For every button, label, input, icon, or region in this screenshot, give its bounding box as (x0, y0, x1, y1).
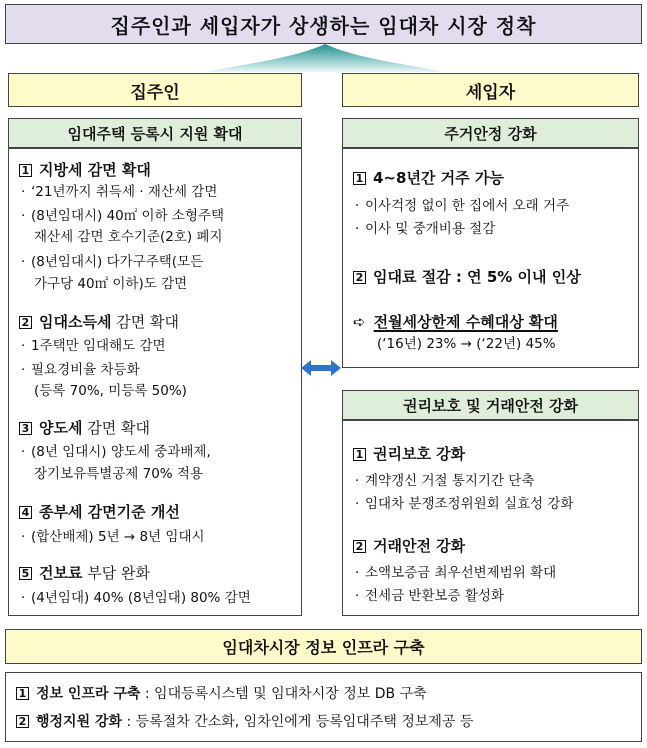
right-bottom-item-1-bullet-1: · 계약갱신 거절 통지기간 단축 (355, 473, 535, 489)
right-bottom-section-title: 권리보호 및 거래안전 강화 (342, 390, 639, 420)
right-bottom-panel (342, 420, 639, 616)
right-top-item-1-head: 1 4~8년간 거주 가능 (353, 167, 504, 188)
arrow-right-icon: ➪ (353, 313, 366, 331)
main-title: 집주인과 세입자가 상생하는 임대차 시장 정착 (5, 4, 642, 44)
bottom-row-2: 2 행정지원 강화 : 등록절차 간소화, 임차인에게 등록임대주택 정보제공 등 (16, 711, 473, 731)
bottom-panel (5, 672, 642, 742)
left-item-2-cont-1: (등록 70%, 미등록 50%) (34, 383, 187, 399)
right-bottom-item-1-head: 1 권리보호 강화 (353, 443, 465, 464)
left-item-1-bullet-1: · ‘21년까지 취득세 · 재산세 감면 (21, 184, 218, 200)
bottom-section-title: 임대차시장 정보 인프라 구축 (5, 629, 642, 664)
right-top-section-title: 주거안정 강화 (342, 118, 639, 148)
left-item-3-cont-1: 장기보유특별공제 70% 적용 (34, 466, 203, 482)
left-item-1-bullet-2: · (8년임대시) 40㎡ 이하 소형주택 (21, 208, 225, 224)
right-bottom-item-1-bullet-2: · 임대차 분쟁조정위원회 실효성 강화 (355, 496, 574, 512)
left-item-2-bullet-2: · 필요경비율 차등화 (21, 362, 140, 378)
right-top-arrow-head: ➪ 전월세상한제 수혜대상 확대 (353, 313, 558, 331)
left-panel (8, 148, 302, 616)
left-item-4-head: 4 종부세 감면기준 개선 (19, 501, 180, 522)
left-item-4-bullet-1: · (합산배제) 5년 → 8년 임대시 (21, 529, 205, 545)
left-item-5-bullet-1: · (4년임대) 40% (8년임대) 80% 감면 (21, 590, 251, 606)
right-top-item-1-bullet-1: · 이사걱정 없이 한 집에서 오래 거주 (355, 198, 570, 214)
left-item-1-cont-1: 재산세 감면 호수기준(2호) 폐지 (34, 229, 223, 245)
right-bottom-item-2-head: 2 거래안전 강화 (353, 535, 465, 556)
landlord-header: 집주인 (8, 73, 302, 107)
left-item-5-head: 5 건보료 부담 완화 (19, 562, 150, 583)
right-top-item-2-head: 2 임대료 절감 : 연 5% 이내 인상 (353, 266, 581, 287)
left-section-title: 임대주택 등록시 지원 확대 (8, 118, 302, 148)
left-item-1-head: 1 지방세 감면 확대 (19, 159, 151, 180)
left-item-2-head: 2 임대소득세 감면 확대 (19, 311, 179, 332)
right-top-arrow-sub: (‘16년) 23% → (‘22년) 45% (377, 336, 556, 352)
title-pointer-shape (205, 44, 445, 72)
tenant-header: 세입자 (342, 73, 639, 107)
right-top-panel (342, 148, 639, 368)
left-item-1-cont-2: 가구당 40㎡ 이하)도 감면 (34, 276, 188, 292)
left-item-1-bullet-3: · (8년임대시) 다가구주택(모든 (21, 254, 204, 270)
right-bottom-item-2-bullet-1: · 소액보증금 최우선변제범위 확대 (355, 565, 557, 581)
bottom-row-1: 1 정보 인프라 구축 : 임대등록시스템 및 임대차시장 정보 DB 구축 (16, 683, 427, 703)
right-bottom-item-2-bullet-2: · 전세금 반환보증 활성화 (355, 588, 504, 604)
right-top-item-1-bullet-2: · 이사 및 중개비용 절감 (355, 221, 496, 237)
double-arrow-icon (301, 359, 341, 377)
left-item-2-bullet-1: · 1주택만 임대해도 감면 (21, 338, 166, 354)
left-item-3-bullet-1: · (8년 임대시) 양도세 중과배제, (21, 444, 211, 460)
left-item-3-head: 3 양도세 감면 확대 (19, 417, 150, 438)
